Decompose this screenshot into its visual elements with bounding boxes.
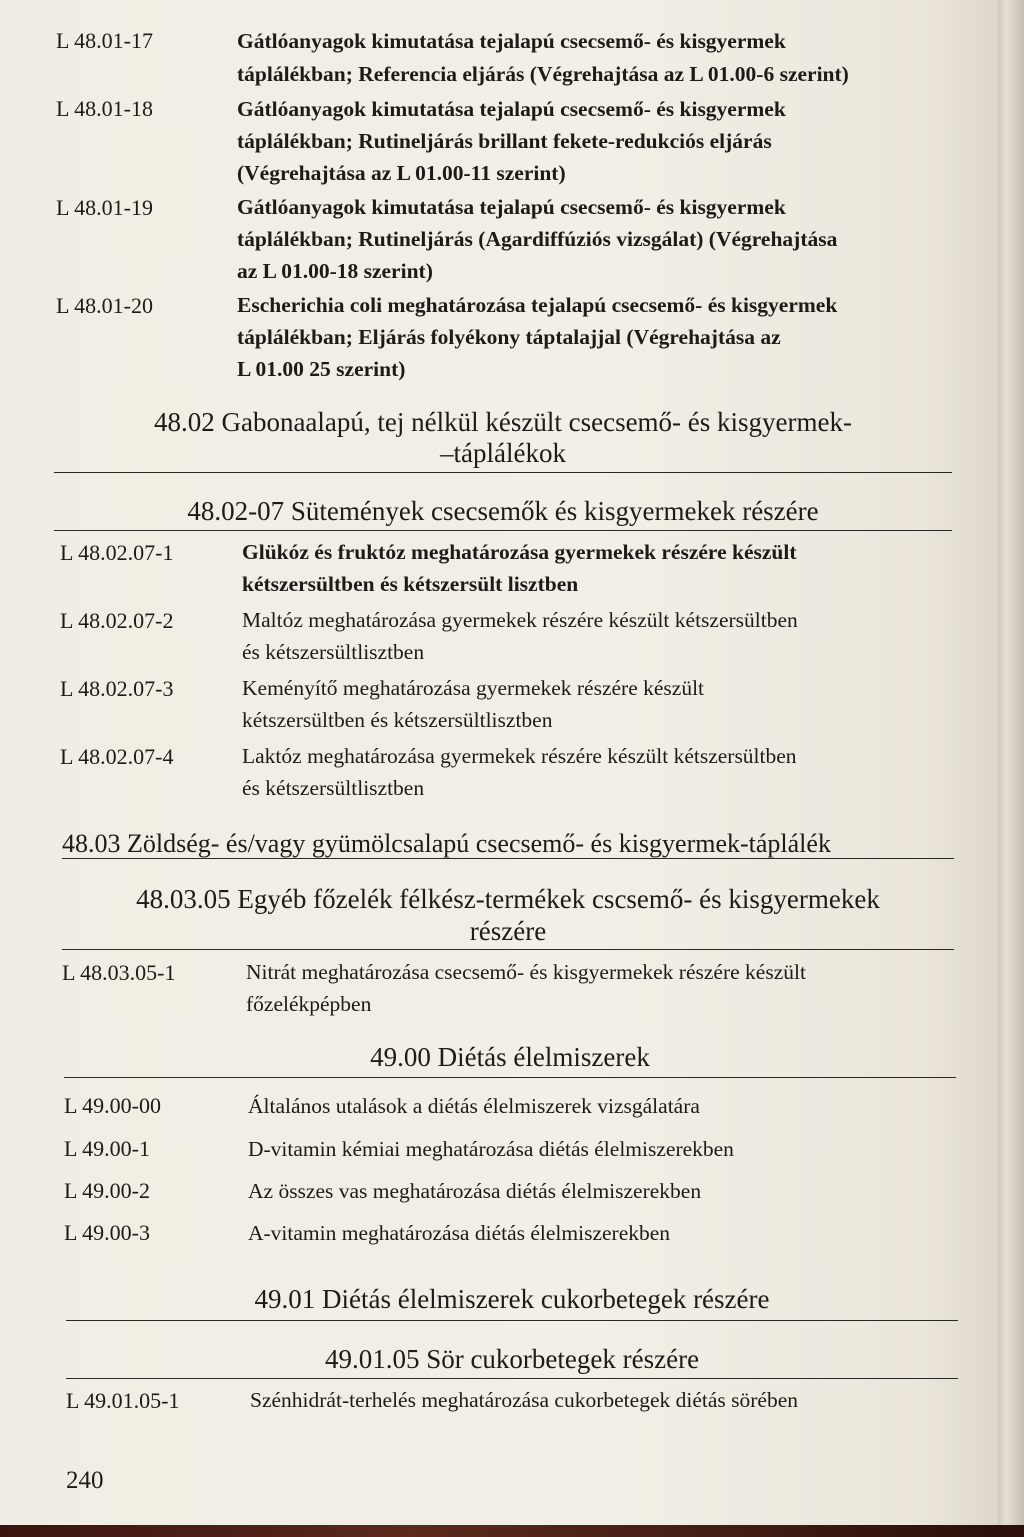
subsection-heading: részére — [469, 916, 547, 946]
entry-code: L 49.00-2 — [64, 1178, 150, 1203]
entry-description-line: kétszersültben és kétszersültlisztben — [242, 708, 553, 732]
entry-description-line: L 01.00 25 szerint) — [237, 357, 406, 381]
entry-description-line: Glükóz és fruktóz meghatározása gyermekek részére készült — [242, 540, 797, 564]
entry-code: L 48.02.07-4 — [60, 744, 174, 769]
entry-code: L 48.01-18 — [56, 96, 153, 121]
section-divider — [54, 530, 952, 531]
section-heading: 49.00 Diétás élelmiszerek — [370, 1042, 650, 1072]
entry-code: L 48.01-17 — [56, 28, 153, 53]
entry-description: Szénhidrát-terhelés meghatározása cukorbetegek diétás sörében — [250, 1388, 798, 1412]
entry-description: A-vitamin meghatározása diétás élelmiszerekben — [248, 1221, 671, 1245]
entry-description: D-vitamin kémiai meghatározása diétás élelmiszerekben — [248, 1137, 734, 1161]
entry-description-line: Nitrát meghatározása csecsemő- és kisgyermekek részére készült — [246, 960, 806, 984]
entry-description-line: táplálékban; Eljárás folyékony táptalajjal (Végrehajtása az — [237, 325, 781, 349]
entry-code: L 49.01.05-1 — [66, 1388, 180, 1413]
entry-description-line: kétszersültben és kétszersült lisztben — [242, 572, 579, 596]
section-heading: –táplálékok — [440, 438, 566, 468]
entry-code: L 48.02.07-1 — [60, 540, 174, 565]
entry-code: L 49.00-00 — [64, 1093, 161, 1118]
entry-code: L 48.02.07-2 — [60, 608, 174, 633]
entry-description-line: Gátlóanyagok kimutatása tejalapú csecsemő- és kisgyermek — [237, 29, 786, 53]
entry-description-line: Keményítő meghatározása gyermekek részére készült — [242, 676, 705, 700]
entry-code: L 48.03.05-1 — [62, 960, 176, 985]
section-divider — [66, 1320, 958, 1321]
subsection-heading: 49.01.05 Sör cukorbetegek részére — [324, 1344, 700, 1374]
section-divider — [62, 949, 954, 950]
entry-description-line: és kétszersültlisztben — [242, 640, 425, 664]
subsection-heading: 48.02-07 Sütemények csecsemők és kisgyermekek részére — [187, 496, 819, 526]
entry-description-line: és kétszersültlisztben — [242, 776, 425, 800]
entry-code: L 49.00-3 — [64, 1220, 150, 1245]
entry-description-line: Laktóz meghatározása gyermekek részére készült kétszersültben — [242, 744, 797, 768]
section-divider — [62, 858, 954, 859]
section-heading: 48.02 Gabonaalapú, tej nélkül készült csecsemő- és kisgyermek- — [153, 407, 853, 437]
entry-code: L 48.02.07-3 — [60, 676, 174, 701]
section-divider — [54, 472, 952, 473]
entry-description-line: az L 01.00-18 szerint) — [237, 259, 433, 283]
entry-code: L 49.00-1 — [64, 1136, 150, 1161]
entry-description-line: Escherichia coli meghatározása tejalapú csecsemő- és kisgyermek — [237, 293, 838, 317]
entry-description-line: táplálékban; Rutineljárás (Agardiffúziós vizsgálat) (Végrehajtása — [237, 227, 838, 251]
entry-description: Az összes vas meghatározása diétás élelmiszerekben — [248, 1179, 702, 1203]
section-divider — [66, 1378, 958, 1379]
entry-description-line: főzelékpépben — [246, 992, 372, 1016]
entry-code: L 48.01-20 — [56, 293, 153, 318]
book-page-edge — [998, 0, 1024, 1525]
entry-description-line: táplálékban; Referencia eljárás (Végrehajtása az L 01.00-6 szerint) — [237, 62, 849, 86]
entry-description-line: Gátlóanyagok kimutatása tejalapú csecsemő- és kisgyermek — [237, 97, 786, 121]
page-number: 240 — [66, 1467, 104, 1494]
entry-description-line: Maltóz meghatározása gyermekek részére készült kétszersültben — [242, 608, 798, 632]
section-divider — [64, 1077, 956, 1078]
entry-description-line: táplálékban; Rutineljárás brillant fekete-redukciós eljárás — [237, 129, 772, 153]
section-heading: 49.01 Diétás élelmiszerek cukorbetegek részére — [254, 1284, 770, 1314]
book-cover-edge — [0, 1525, 1024, 1537]
subsection-heading: 48.03.05 Egyéb főzelék félkész-termékek cscsemő- és kisgyermekek — [136, 884, 880, 914]
section-heading: 48.03 Zöldség- és/vagy gyümölcsalapú csecsemő- és kisgyermek-táplálék — [62, 829, 831, 858]
entry-description-line: (Végrehajtása az L 01.00-11 szerint) — [237, 161, 566, 185]
entry-description-line: Gátlóanyagok kimutatása tejalapú csecsemő- és kisgyermek — [237, 195, 786, 219]
entry-code: L 48.01-19 — [56, 195, 153, 220]
entry-description: Általános utalások a diétás élelmiszerek vizsgálatára — [248, 1094, 700, 1118]
